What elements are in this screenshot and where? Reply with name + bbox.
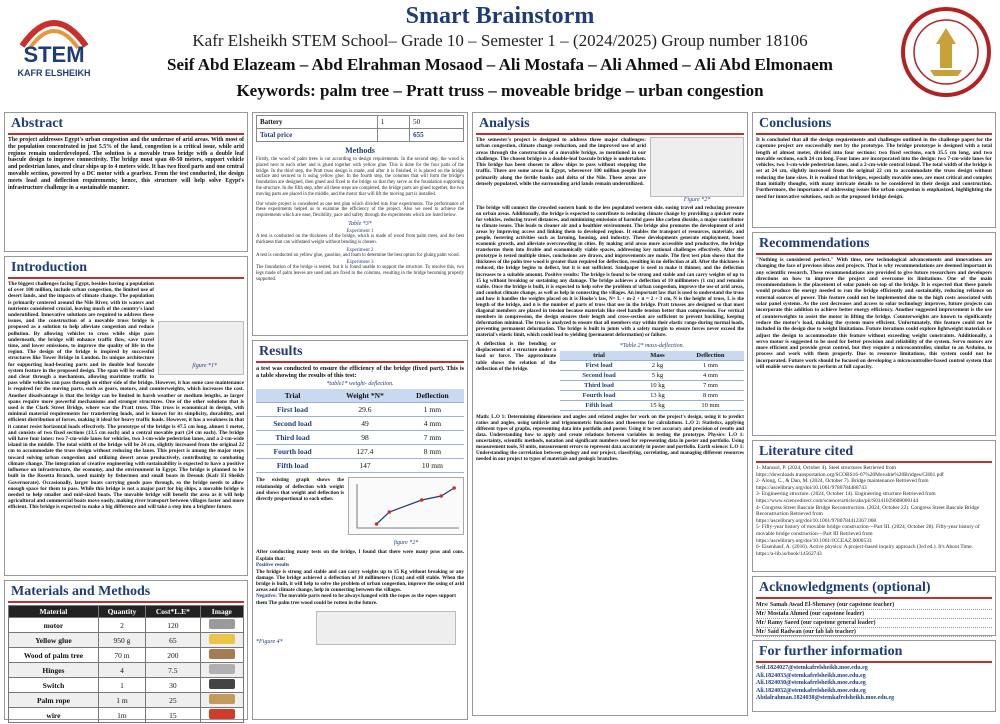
- weight-cell: 49: [329, 417, 401, 431]
- table-row: [256, 417, 464, 431]
- column-4: [752, 112, 996, 716]
- acknowledgment-item: Mr/ Said Radwan (our fab lab teacher): [756, 628, 992, 637]
- col-cost: Cost*L.E*: [146, 606, 201, 618]
- material-quantity: 4: [98, 663, 145, 678]
- trial-cell: Fifth load: [560, 401, 638, 411]
- col-material: Material: [9, 606, 99, 618]
- material-image-cell: [200, 618, 243, 633]
- results-section: [252, 340, 468, 720]
- further-info-list: [756, 665, 992, 703]
- budget-total-cost: 655: [410, 129, 464, 142]
- col-deflection: Deflection: [677, 351, 744, 361]
- poster-header: [0, 0, 1000, 108]
- methods-table-caption: Table *3*: [348, 220, 372, 227]
- trial-cell: Fourth load: [560, 391, 638, 401]
- results-positive-text: The bridge is strong and stable and can carry weights up to 15 Kg without breaking or any damage. The bridge achieved a deflection of 10 millimeters (1cm) and still stable. When the bridge is built, it will help to solve the problem of urban congestion, improve the using of arid areas and climate change, help in connecting between the villages.: [256, 568, 464, 594]
- acknowledgment-item: Mr/ Ramy Saeed (our capstone general leader): [756, 619, 992, 628]
- weight-cell: 147: [329, 459, 401, 473]
- weight-cell: 127.4: [329, 445, 401, 459]
- table-row: [9, 648, 244, 663]
- analysis-lo-text: Math: L.O 1: Determining dimensions and angles and related angles for work on the project's design, using it to predict ratios and angles, using unitircle and trigonometric functions and theorems for calculations. L.O 2: Statistics, applying different types of graphs, representing data into portfolio and poster. Using it to test accuracy and precision of results and data. Understanding how to apply and create relations between variables in testing the prototype. Physics: L.O 1: uncertainty, scientific methods, notation and significant numbers used for representing data in poster and portfolio. Using measurement tools, SI units, measurement errors to represent data accurately in poster and portfolio. Earth science: L.O 1: Understanding the correlation between geology and our project, classifying, correlating, and managing different resources needed in our project to types of materials and geologic branches.: [476, 414, 744, 463]
- chart-point: [420, 499, 424, 503]
- col-deflection: Deflection: [401, 389, 464, 403]
- material-name: Hinges: [9, 663, 99, 678]
- poster-authors: Seif Abd Elazeam – Abd Elrahman Mosaod – Ali Mostafa – Ali Ahmed – Ali Abd Elmonaem: [167, 55, 833, 74]
- material-image: [209, 619, 235, 629]
- table-row: [256, 459, 464, 473]
- analysis-deflection-text: A deflection is the bending or displacement of a structure under a load or force. The approximate table shows the relation of the deflection of the bridge.: [476, 341, 556, 372]
- trial-cell: First load: [256, 403, 329, 417]
- table-row: [560, 401, 744, 411]
- weight-cell: 98: [329, 431, 401, 445]
- acknowledgment-item: Mr/ Mostafa Ahmed (our capstone leader): [756, 610, 992, 619]
- ministry-logo: [900, 6, 992, 98]
- chart-point: [388, 511, 392, 515]
- exp1-text: A test is conducted on the thickness of the bridge, which is made of wood from palm trees, and the best thickness that can withstand weight without bending is chosen.: [256, 233, 464, 245]
- table-row: [9, 693, 244, 708]
- methods-title: Methods: [345, 146, 375, 155]
- email-link[interactable]: Abdalrahman.1824038@stemkafrelsheikh.moe.edu.eg: [756, 695, 895, 702]
- material-cost: 25: [146, 693, 201, 708]
- literature-item[interactable]: https://ascelibrary.org/doi/10.1061/JCCEAZ.0000533: [756, 537, 872, 544]
- analysis-text-main: The bridge will connect the crowded eastern bank to the less populated western side, easing travel and reducing pressure on urban areas. Additionally, the bridge is expected to contribute to reducing climate change by providing a quicker route for vehicles, reducing travel distances, and minimizing emissions of harmful gases like carbon dioxide, a major contributor to climate issues. This leads to cleaner air and a healthier environment. The bridge also promotes the development of arid areas by improving access and linking them to developed regions. It enables the transport of resources, materials, and people, fostering activities such as farming, housing, and industry. These developments generate employment, boost economic growth, and alleviate overcrowding in cities. By making arid areas more accessible and productive, the bridge transforms them into livable and economically viable spaces, addressing key national challenges effectively. After the prototype is tested multiple times, conclusions are drawn, and improvements are made. The first test plan shows that the thickness of the palm tree wood is greater than required for deflection, resulting in no deflection at all. After the thickness is reduced, the bridge begins to deflect, but it is not sufficient. Sandpaper is used to make it thinner, and the deflection increases to a suitable amount. Positive results: The bridge is found to be strong and stable and can carry weights of up to 15 kg without breaking or sustaining any damage. The bridge achieves a deflection of 10 millimeters (1 cm) and remains stable. Once the bridge is built, it is expected to help solve the problem of urban congestion, improve the use of arid areas, and combat climate change, as well as help in connecting the villages. An important law that is used to understand the truss and how it handles the weights placed on it is Hooke's law, N= L + m-2 + n = 2 + 3 cm, N is the height of truss, L is the length of the bridge, and n is the number of parts of truss that use in the bridge. Pratt trusses are designed so that most diagonal members are placed in tension because materials like steel handle tension better than compression. For vertical members in compression, the design ensures their length and cross-section are sufficient to prevent buckling, keeping deformation minimal. The truss is analyzed to ensure that all members stay within their elastic range during normal loads, preventing permanent deformation. The bridge is built in joints with a safety margin to ensure forces never exceed the material's elastic limit, which could lead to yielding (permanent deformation) or failure.: [476, 205, 744, 338]
- results-title: Results: [256, 343, 464, 363]
- material-image: [209, 679, 235, 689]
- deflection-cell: 4 mm: [401, 417, 464, 431]
- table-row: [560, 371, 744, 381]
- material-name: Palm rope: [9, 693, 99, 708]
- mass-cell: 2 kg: [638, 361, 677, 371]
- chart-series-line: [377, 488, 455, 524]
- conclusions-text: It is concluded that all the design requirements and challenges outlined in the challenge paper for the capstone project are successfully met by the prototype. The bridge prototype is designed with a total length of almost meter, divided into four sections: two fixed sections, each 35.5 cm long, and two movable sections, each 24 cm long. Four lanes are incorporated into the design: two 7-cm-wide lanes for vehicles, two 3-cm-wide pedestrian lanes, and a 2-cm-wide central island. The total width of the bridge is set at 24 cm, slightly increased from the original 22 cm to accommodate the truss design without reducing the lane sizes. It is realized that bridges, especially movable ones, are most critical and complex than initially thought, with many intricate details to be considered in their design and construction. Furthermore, the importance of addressing issues like urban congestion is emphasized, highlighting the need for innovative solutions, such as the proposed bridge design.: [756, 137, 992, 200]
- results-graph-wrap: [348, 477, 464, 546]
- results-negative-text: The movable parts need to be always hanged with the ropes as the ropes support them The palm tree wood could be rotten in the future.: [256, 593, 456, 607]
- material-image-cell: [200, 708, 243, 723]
- material-cost: 200: [146, 648, 201, 663]
- literature-item: 5- Fifty-year history of movable bridge construction—Part III. (2024, October 28). Fifty-year history of movable bridge construction—Part III Retrieved from: [756, 524, 980, 537]
- materials-table: [8, 605, 244, 723]
- analysis-text-top: The semester's project is designed to address three major challenges: urban congestion, climate change reduction, and the improved use of arid areas through the construction of a movable bridge, as mentioned in our challenge. The chosen bridge is a double-leaf bascule bridge is undertaken. This bridge has been chosen to allow ships to pass without stopping the traffic. There are some areas in Egypt, whereover 100 million people live primarily along the fertile banks and delta of the Nile. These areas are densely populated, while the surrounding arid lands remain underutilized.: [476, 137, 646, 188]
- literature-item[interactable]: https://www.sciencedirect.com/science/article/abs/pii/S0141029608000144: [756, 497, 919, 504]
- exp2-text: A test is conducted on yellow glue, gasoline, and foam to determine the best option for gluing palm wood.: [256, 252, 460, 258]
- poster-keywords: Keywords: palm tree – Pratt truss – moveable bridge – urban congestion: [236, 81, 764, 100]
- recommendations-section: [752, 232, 996, 436]
- analysis-figure-wrap: [650, 137, 744, 203]
- material-image-cell: [200, 693, 243, 708]
- material-image-cell: [200, 663, 243, 678]
- analysis-deflection-row: [476, 341, 744, 411]
- material-name: wire: [9, 708, 99, 723]
- recommendations-text: "Nothing is considered perfect." With time, new technological advancements and innovations are changing the face of previous ideas and projects. That is why recommendations are deemed important in any scientific research. These recommendations are provided to give future researchers and developers directions on how to improve the project and overcome its limitations. One of the main recommendations is the placement of solar panels on top of the bridge. It is expected that these panels would produce the energy needed to run the bridge efficiently and sustainably, reducing reliance on external sources of power. This feature could not be implemented due to the high costs associated with solar panel systems. As the cost decreases and access to solar technology improves, future projects can incorporate this addition to achieve better energy efficiency. Another suggested improvement is the use of counterweights to assist the motor in lifting the bridge. Counterweights are known to significantly reduce the motor's load, making the system more efficient. Unfortunately, this feature could not be included in the design due to weight limitations. Future iterations could explore lightweight materials or adjust the design to accommodate this feature without exceeding weight constraints. Additionally, a servo motor is suggested to be used for better precision and reliability of the system. Servo motors are more efficient and provide great control, but they require a microcontroller, similar to an Arduino, to process and work with them properly. Due to resource limitations, this system could not be incorporated. Future work should be focused on developing a microcontroller-based control system that will enable servo motors to perform at full capacity.: [756, 257, 992, 371]
- material-quantity: 1m: [98, 708, 145, 723]
- weight-deflection-chart: [348, 477, 464, 535]
- literature-item: 6- Eisenhauf, A. (2016). Active physics: A project-based inquiry approach (3rd ed.). It's About Time. https://a-lib.io/book/14562743: [756, 544, 973, 557]
- table-row: [256, 431, 464, 445]
- column-3: [472, 112, 748, 720]
- materials-table-body: [9, 618, 244, 723]
- material-name: Switch: [9, 678, 99, 693]
- material-cost: 15: [146, 708, 201, 723]
- literature-section: [752, 440, 996, 572]
- mass-cell: 5 kg: [638, 371, 677, 381]
- results-figure2-label: figure *2*: [393, 540, 419, 547]
- material-image: [209, 694, 235, 704]
- deflection-cell: 8 mm: [677, 391, 744, 401]
- results-header-row: [256, 389, 464, 403]
- material-quantity: 1 m: [98, 693, 145, 708]
- table-row: [256, 403, 464, 417]
- budget-label: Battery: [257, 116, 378, 129]
- col-trial: Trial: [256, 389, 329, 403]
- exp3-text: The foundation of the bridge is tested, but it is found unable to support the structure. To resolve this, two legs made of palm leaves are used and are fixed to the columns, resulting in the bridge becoming properly supported.: [256, 265, 464, 282]
- recommendations-title: Recommendations: [756, 235, 992, 255]
- abstract-text: The project addresses Egypt's urban congestion and the underuse of arid areas. With most of the population concentrated in just 5.5% of the land, congestion is a critical issue, while arid regions remain underdeveloped. The solution is a movable truss bridge with a double leaf bascule design to improve connectivity. The bridge must span 40-50 meters, support vehicle and pedestrian lanes, and clear ships up to 4 meters wide. It has two fixed parts and one central movable section, powered by a DC motor with a gearbox. From the test conducted, the design meets load and deflection requirements; hence, this structure will help solve Egypt's infrastructure challenge in a sustainable manner.: [8, 137, 244, 191]
- introduction-section: [4, 256, 248, 576]
- mass-cell: 10 kg: [638, 381, 677, 391]
- table-row: [560, 361, 744, 371]
- trial-cell: Second load: [560, 371, 638, 381]
- abstract-section: [4, 112, 248, 252]
- results-negative-label: Negative:: [256, 593, 278, 600]
- poster-subtitle: Kafr Elsheikh STEM School– Grade 10 – Semester 1 – (2024/2025) Group number 18106: [192, 31, 808, 50]
- table-row: [9, 708, 244, 723]
- analysis-title: Analysis: [476, 115, 744, 135]
- analysis-top-row: [476, 137, 744, 203]
- literature-list: [756, 465, 992, 557]
- material-image-cell: [200, 633, 243, 648]
- further-info-title: For further information: [756, 643, 992, 663]
- introduction-title: Introduction: [8, 259, 244, 279]
- budget-table: [256, 115, 464, 142]
- trial-cell: Fourth load: [256, 445, 329, 459]
- material-image: [209, 664, 235, 674]
- material-cost: 7.5: [146, 663, 201, 678]
- literature-item: 1- Mansuri, P. (2024, October 4). Steel structures Retrieved from: [756, 465, 896, 471]
- mass-cell: 15 kg: [638, 401, 677, 411]
- budget-row-total: [257, 129, 464, 142]
- literature-item[interactable]: https://ascelibrary.org/doi/10.1061/9780784412367.068: [756, 517, 877, 524]
- deflection-cell: 10 mm: [401, 459, 464, 473]
- email-link[interactable]: Ali.1824032@stemkafrelsheikh.moe.edu.eg: [756, 687, 866, 694]
- acknowledgments-list: [756, 601, 992, 637]
- col-image: Image: [200, 606, 243, 618]
- material-quantity: 950 g: [98, 633, 145, 648]
- exp3-label: Experiment 3: [346, 260, 374, 266]
- table-row: [256, 445, 464, 459]
- mass-cell: 13 kg: [638, 391, 677, 401]
- mass-table-body: [560, 361, 744, 411]
- materials-header-row: [9, 606, 244, 618]
- literature-item: 3- Engineering structure. (2024, October 14). Engineering structure Retrieved from: [756, 491, 936, 498]
- material-image-cell: [200, 648, 243, 663]
- material-image: [209, 634, 235, 644]
- column-1: [4, 112, 248, 724]
- results-table-caption: *table1* weight- deflection.: [326, 381, 394, 388]
- deflection-cell: 7 mm: [677, 381, 744, 391]
- deflection-cell: 8 mm: [401, 445, 464, 459]
- results-figure4-label: *Figure 4*: [256, 639, 283, 646]
- materials-section: [4, 580, 248, 720]
- literature-title: Literature cited: [756, 443, 992, 463]
- literature-item[interactable]: https://ascelibrary.org/doi/10.1061/9780784488743: [756, 484, 867, 491]
- material-cost: 30: [146, 678, 201, 693]
- results-negative-block: [256, 593, 464, 607]
- material-cost: 120: [146, 618, 201, 633]
- table-row: [560, 391, 744, 401]
- deflection-cell: 1 mm: [677, 361, 744, 371]
- results-figure4-row: [256, 611, 464, 645]
- methods-text-2: Our whole project is considered as one test plan which divided into four experiments. The performance of these experiments helped us to examine the efficiency of the project. Also we need to achieve the requirements which are ease, flexibility, pace and safety through the experiments which are listed below.: [256, 201, 464, 219]
- stem-school-logo: [8, 6, 100, 84]
- column-2: [252, 112, 468, 724]
- acknowledgments-title: Acknowledgments (optional): [756, 579, 992, 599]
- literature-item: 2- Along, C., & Dan, M. (2024, October 7). Bridge maintenance Retrieved from: [756, 478, 929, 485]
- table-row: [560, 381, 744, 391]
- trial-cell: First load: [560, 361, 638, 371]
- conclusions-section: [752, 112, 996, 228]
- abstract-title: Abstract: [8, 115, 244, 135]
- table-row: [9, 663, 244, 678]
- analysis-map-image: [650, 137, 744, 197]
- literature-item: 4- Congress Street Bascule Bridge Reconstruction. (2024, October 22). Congress Street Bascule Bridge Reconstruction Retrieved from: [756, 504, 980, 518]
- results-after-text: After conducting many tests on the bridge, I found that there were many pros and cons. Explain that:: [256, 549, 464, 562]
- results-graph-text: The existing graph shows the relationship of deflection with weight and shows that weight and deflection is directly proportional to each other.: [256, 477, 344, 503]
- figure4-image: [316, 611, 456, 645]
- methods-text-1: Firstly, the wood of palm trees is cut according to design requirements. In the second step, the wood is placed next to each other and is glued together with yellow glue. This is done for the four parts of the bridge. In the third step, the Pratt truss design is made, and after it is finished, it is placed on the bridge surface and secured to it using yellow glue. In the fourth step, the columns that will form the bridge's foundation are designed, then glued and fixed to the bridge so that they serve as the foundation supporting the structure. In the fifth step, after all these steps are completed, the bridge parts are glued together, the two moving parts are placed in the middle, and the motor that will lift the moving part is installed.: [256, 157, 464, 197]
- material-image: [209, 709, 235, 719]
- deflection-cell: 1 mm: [401, 403, 464, 417]
- table-row: [9, 678, 244, 693]
- material-image: [209, 649, 235, 659]
- table-row: [9, 618, 244, 633]
- results-graph-row: [256, 477, 464, 546]
- results-positive-label: Positive results: [256, 561, 290, 568]
- material-name: Yellow glue: [9, 633, 99, 648]
- acknowledgments-section: [752, 576, 996, 636]
- mass-header-row: [560, 351, 744, 361]
- budget-row-battery: [257, 116, 464, 129]
- logo-kafr-text: KAFR ELSHEIKH: [17, 68, 91, 78]
- material-quantity: 1: [98, 678, 145, 693]
- budget-cost: 50: [410, 116, 464, 129]
- intro-figure-label: figure *1*: [192, 363, 217, 369]
- materials-title: Materials and Methods: [8, 583, 244, 603]
- weight-cell: 29.6: [329, 403, 401, 417]
- results-table-body: [256, 403, 464, 473]
- mass-deflection-table: [560, 351, 744, 411]
- methods-section: [252, 112, 468, 336]
- email-link[interactable]: Ali.1824030@stemkafrelsheikh.moe.edu.eg: [756, 680, 866, 687]
- analysis-table-caption: *Table 2* mass-deflection.: [619, 343, 685, 350]
- deflection-cell: 7 mm: [401, 431, 464, 445]
- budget-qty: 1: [377, 116, 409, 129]
- col-trial: trial: [560, 351, 638, 361]
- col-weight: Weight *N*: [329, 389, 401, 403]
- results-intro: a test was conducted to ensure the efficiency of the bridge (fixed part). This is a table showing the results of this test:: [256, 365, 464, 380]
- trial-cell: Second load: [256, 417, 329, 431]
- chart-axes: [357, 484, 459, 528]
- email-link[interactable]: Seif.1824027@stemkafrelsheikh.moe.edu.eg: [756, 665, 868, 671]
- exp2-label: Experiment 2: [346, 247, 374, 253]
- results-table: [256, 389, 464, 473]
- literature-item[interactable]: https://downloads.transportation.org/SCOBS16-07%20Movable%20Bridges/CH01.pdf: [756, 471, 944, 478]
- col-mass: Mass: [638, 351, 677, 361]
- table-row: [9, 633, 244, 648]
- logo-stem-text: STEM: [23, 42, 85, 67]
- analysis-figure2-label: Figure *2*: [683, 197, 711, 203]
- analysis-section: [472, 112, 748, 716]
- material-quantity: 2: [98, 618, 145, 633]
- chart-point: [452, 487, 456, 491]
- col-quantity: Quantity: [98, 606, 145, 618]
- conclusions-title: Conclusions: [756, 115, 992, 135]
- material-image-cell: [200, 678, 243, 693]
- deflection-cell: 10 mm: [677, 401, 744, 411]
- material-name: motor: [9, 618, 99, 633]
- trial-cell: Fifth load: [256, 459, 329, 473]
- deflection-cell: 4 mm: [677, 371, 744, 381]
- further-info-section: [752, 640, 996, 712]
- trial-cell: Third load: [256, 431, 329, 445]
- material-quantity: 70 m: [98, 648, 145, 663]
- poster-title: Smart Brainstorm: [405, 3, 595, 29]
- analysis-table-wrap: [560, 341, 744, 411]
- exp1-label: Experiment 1: [346, 228, 374, 234]
- trial-cell: Third load: [560, 381, 638, 391]
- budget-total-label: Total price: [257, 129, 378, 142]
- chart-point: [375, 523, 379, 527]
- acknowledgment-item: Mrs/ Samah Awad El-Shenawy (our capstone teacher): [756, 601, 992, 610]
- introduction-text: The biggest challenges facing Egypt, besides having a population of over 100 million, include urban congestion, the limited use of desert lands, and the impacts of climate change. The population is primarily centered around the Nile River, with its waters and nutrients considered crucial, leaving much of the country's land underutilized. Innovative solutions are required to address these issues, and the construction of a movable truss bridge is proposed as a solution to help alleviate congestion and reduce pollution. By allowing vehicles to cross while ships pass underneath, the bridge will enhance traffic flow, save travel time, and lower emissions, to improve the quality of life in the region. The design of the bridge is inspired by successful structures like Tower Bridge in London. Its unique architecture for supporting load-bearing parts and its double leaf bascule system feature in the proposed design. The span will be enabled and clear through a mechanism, allowing maritime traffic to pass while vehicles can pass through on either side of the bridge. However, it has some case maintenance is required for the moving parts, such as gears, motors, and counterweights, which increases the cost. Another disadvantage is that the bridge can be limited in harsh weather or medium lengths, as larger spans require more powerful mechanisms and stronger structures. One of the other solutions that is used is the Clark Street Bridge, where was the Pratt truss. This truss is economical in design, with minimal material requirements for transferring loads, and is known for its simplicity, durability, and efficient distribution of forces, making it ideal for heavy traffic loads. However, it has a weakness in that it cannot resist horizontal loads effectively. The prototype of the bridge is 47.5 cm long, almost 1 meter, and consists of two fixed sections (13.5 cm each) and a central movable part (24 cm each). The bridge will have four lanes: two 7-cm-wide lanes for vehicles, two 3-cm-wide pedestrian lanes, and a 2-cm-wide island in the middle. The total width of the bridge will be 24 cm, slightly increased from the original 22 cm to accommodate the truss design without reducing the lanes. This project is among the major steps toward solving urban congestion and utilizing desert areas productively, contributing to combating climate change. The integration of creative engineering with sustainability is expected to have a positive influence on infrastructure, the economy, and the environment in Egypt. The bridge is planned to be built in the Rosetta Branch, used mainly by fishermen and small boats in Desouk (Kafr El Sheikh Governorate). Occasionally, larger boats carrying goods pass through, so the bridge needs to allow enough space for them to pass. While this bridge is not a major part for big ships, a movable bridge is needed to help smaller and mid-sized boats. The movable bridge will benefit the area as it will help agricultural and commercial boats move easily, making river transport between villages faster and more efficient. This bridge is expected to make a big difference and will take a step into a brighter future.: [8, 281, 244, 511]
- chart-point: [439, 495, 443, 499]
- material-cost: 65: [146, 633, 201, 648]
- budget-total-qty: [377, 129, 409, 142]
- material-name: Wood of palm tree: [9, 648, 99, 663]
- email-link[interactable]: Ali.1824033@stemkafrelsheikh.moe.edu.eg: [756, 672, 866, 679]
